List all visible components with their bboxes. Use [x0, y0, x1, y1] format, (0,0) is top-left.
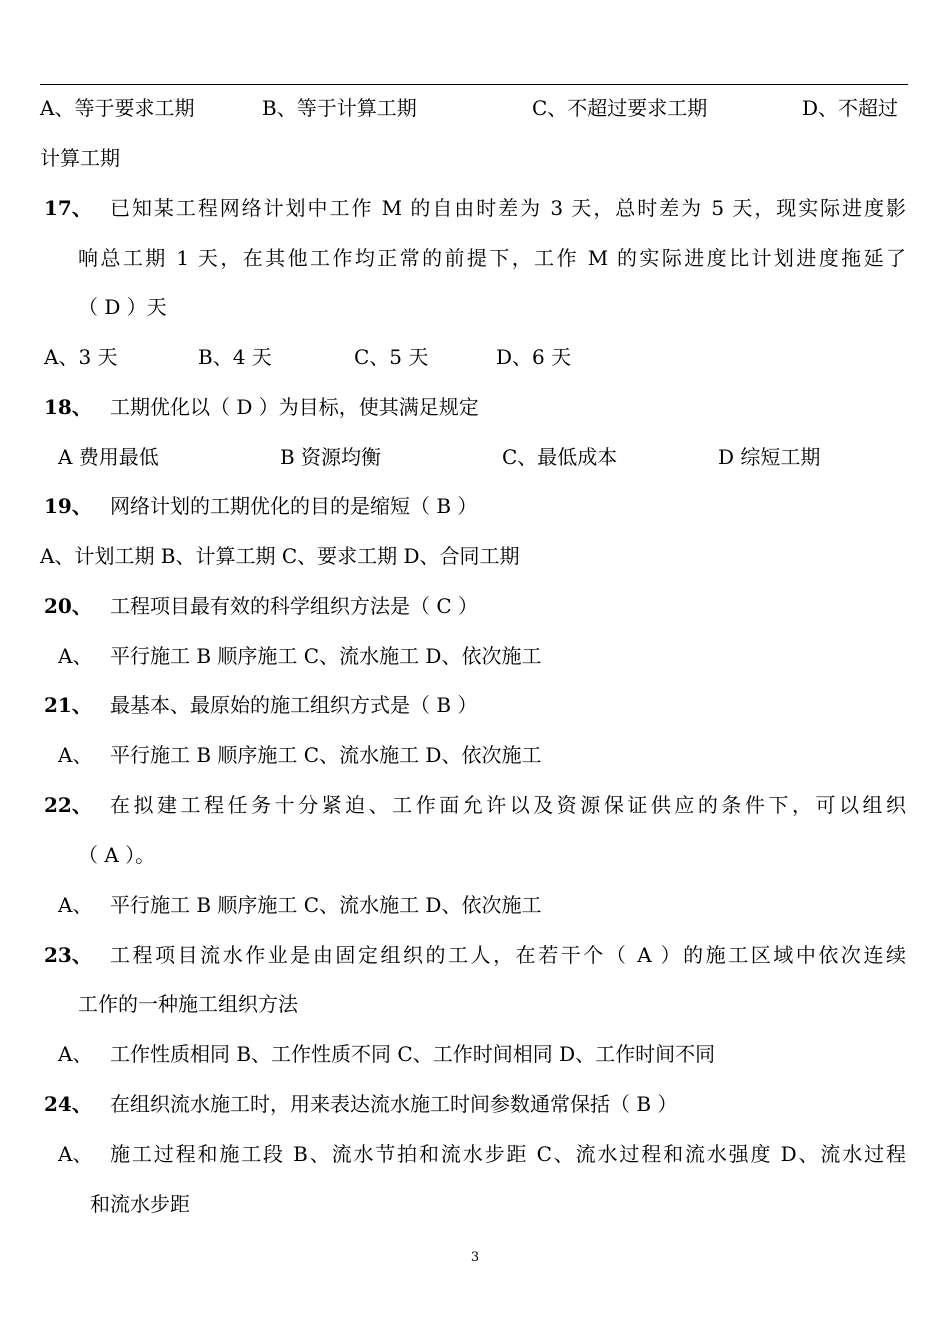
q22-text-line1: 在拟建工程任务十分紧迫、工作面允许以及资源保证供应的条件下，可以组织 — [110, 793, 906, 817]
q22-text-line2: （ A ）。 — [78, 843, 156, 867]
q17-option-a: A、3 天 — [44, 345, 118, 369]
q16-option-b: B、等于计算工期 — [262, 96, 417, 120]
q22-option-label: A、 — [58, 893, 93, 917]
q17-option-d: D、6 天 — [496, 345, 572, 369]
q22-number: 22、 — [44, 793, 92, 817]
q19-number: 19、 — [44, 494, 92, 518]
q23-options: 工作性质相同 B、工作性质不同 C、工作时间相同 D、工作时间不同 — [110, 1042, 716, 1066]
q20-number: 20、 — [44, 594, 92, 618]
q20-text: 工程项目最有效的科学组织方法是（ C ） — [110, 594, 479, 618]
q21-number: 21、 — [44, 693, 92, 717]
q18-number: 18、 — [44, 395, 92, 419]
q21-options: 平行施工 B 顺序施工 C、流水施工 D、依次施工 — [110, 743, 542, 767]
q21-text: 最基本、最原始的施工组织方式是（ B ） — [110, 693, 478, 717]
q19-text: 网络计划的工期优化的目的是缩短（ B ） — [110, 494, 478, 518]
q24-text: 在组织流水施工时，用来表达流水施工时间参数通常保括（ B ） — [110, 1092, 678, 1116]
q18-option-d: D 综短工期 — [718, 445, 821, 469]
q24-option-label: A、 — [58, 1142, 93, 1166]
q17-text-line3: （ D ）天 — [78, 295, 167, 319]
q20-options: 平行施工 B 顺序施工 C、流水施工 D、依次施工 — [110, 644, 542, 668]
q17-text-line2: 响总工期 1 天，在其他工作均正常的前提下，工作 M 的实际进度比计划进度拖延了 — [78, 246, 906, 270]
q18-option-a: A 费用最低 — [58, 445, 159, 469]
q16-option-d-cont: 计算工期 — [40, 146, 120, 170]
page-number: 3 — [470, 1250, 480, 1265]
q18-option-c: C、最低成本 — [502, 445, 618, 469]
q18-text: 工期优化以（ D ）为目标，使其满足规定 — [110, 395, 479, 419]
q24-options-line2: 和流水步距 — [90, 1192, 190, 1216]
q17-text-line1: 已知某工程网络计划中工作 M 的自由时差为 3 天，总时差为 5 天，现实际进度影 — [110, 196, 906, 220]
q24-number: 24、 — [44, 1092, 92, 1116]
q23-text-line1: 工程项目流水作业是由固定组织的工人，在若干个（ A ）的施工区域中依次连续 — [110, 943, 906, 967]
q17-option-c: C、5 天 — [354, 345, 429, 369]
q17-option-b: B、4 天 — [198, 345, 272, 369]
q22-options: 平行施工 B 顺序施工 C、流水施工 D、依次施工 — [110, 893, 542, 917]
q23-option-label: A、 — [58, 1042, 93, 1066]
q17-number: 17、 — [44, 196, 92, 220]
q19-options: A、计划工期 B、计算工期 C、要求工期 D、合同工期 — [40, 544, 520, 568]
q24-options-line1: 施工过程和施工段 B、流水节拍和流水步距 C、流水过程和流水强度 D、流水过程 — [110, 1142, 906, 1166]
q23-text-line2: 工作的一种施工组织方法 — [78, 992, 298, 1016]
q23-number: 23、 — [44, 943, 92, 967]
q16-option-c: C、不超过要求工期 — [532, 96, 708, 120]
header-rule — [40, 84, 908, 85]
q21-option-label: A、 — [58, 743, 93, 767]
q16-option-d: D、不超过 — [802, 96, 899, 120]
q16-option-a: A、等于要求工期 — [40, 96, 195, 120]
q18-option-b: B 资源均衡 — [280, 445, 382, 469]
q20-option-label: A、 — [58, 644, 93, 668]
